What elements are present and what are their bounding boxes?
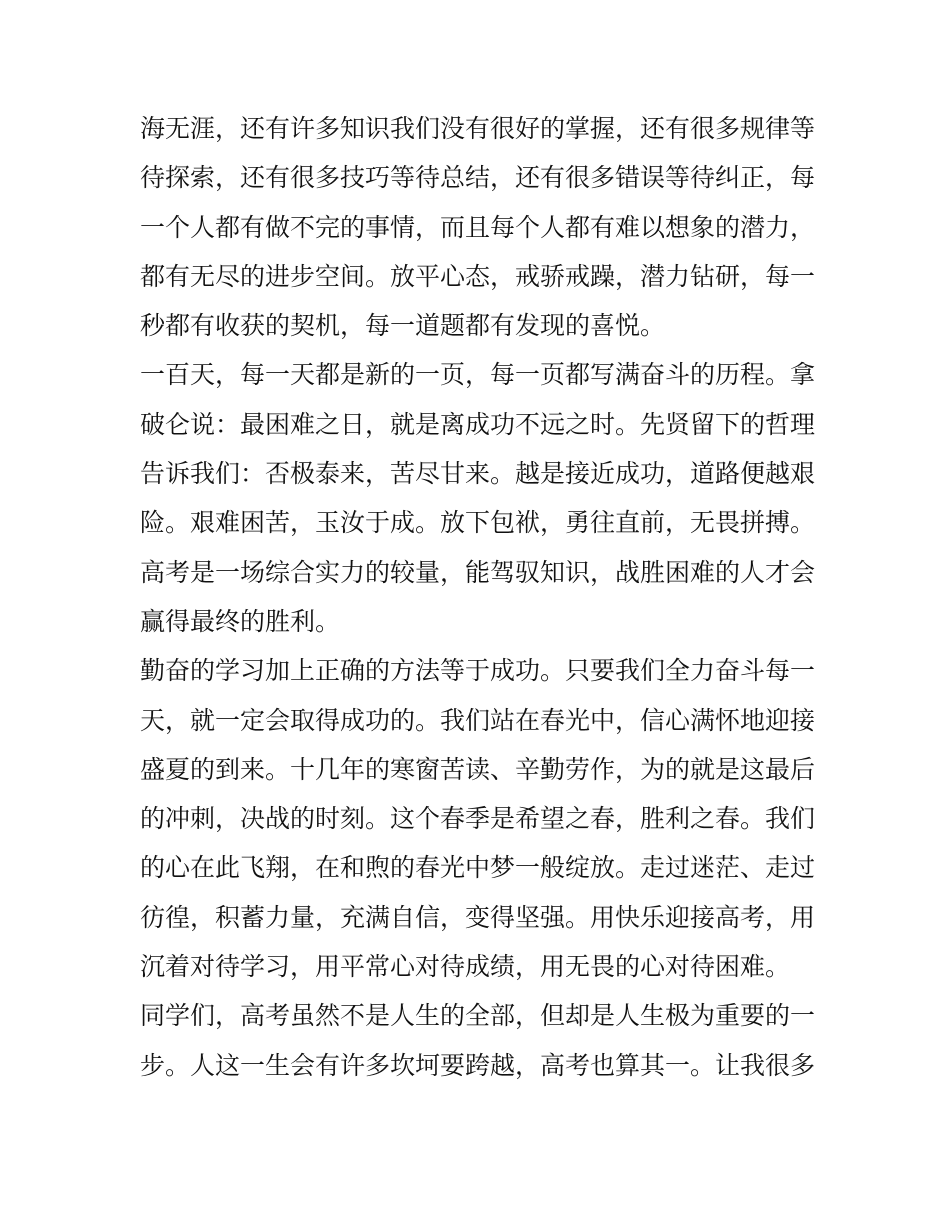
paragraph-3 [140,646,816,991]
text-line: 破仑说：最困难之日，就是离成功不远之时。先贤留下的哲理 [140,409,816,439]
text-line: 同学们，高考虽然不是人生的全部，但却是人生极为重要的一 [140,1001,816,1031]
text-line: 海无涯，还有许多知识我们没有很好的掌握，还有很多规律等 [140,114,816,143]
paragraph-2 [140,350,816,646]
text-line: 一个人都有做不完的事情，而且每个人都有难以想象的潜力， [140,212,816,242]
text-line: 沉着对待学习，用平常心对待成绩，用无畏的心对待困难。 [140,952,791,982]
text-line: 都有无尽的进步空间。放平心态，戒骄戒躁，潜力钻研，每一 [140,261,816,291]
text-line: 的心在此飞翔，在和煦的春光中梦一般绽放。走过迷茫、走过 [140,853,816,883]
text-line: 勤奋的学习加上正确的方法等于成功。只要我们全力奋斗每一 [140,656,816,686]
paragraph-4 [140,991,816,1090]
text-line: 告诉我们：否极泰来，苦尽甘来。越是接近成功，道路便越艰 [140,459,816,489]
text-line: 天，就一定会取得成功的。我们站在春光中，信心满怀地迎接 [140,705,816,735]
text-line: 高考是一场综合实力的较量，能驾驭知识，战胜困难的人才会 [140,557,816,587]
text-line: 盛夏的到来。十几年的寒窗苦读、辛勤劳作，为的就是这最后 [140,754,816,784]
text-line: 的冲刺，决战的时刻。这个春季是希望之春，胜利之春。我们 [140,804,816,834]
text-line: 秒都有收获的契机，每一道题都有发现的喜悦。 [140,311,666,341]
text-line: 赢得最终的胜利。 [140,606,341,636]
text-line: 待探索，还有很多技巧等待总结，还有很多错误等待纠正，每 [140,163,816,193]
text-line: 彷徨，积蓄力量，充满自信，变得坚强。用快乐迎接高考，用 [140,902,816,932]
paragraph-1 [140,104,816,350]
text-line: 险。艰难困苦，玉汝于成。放下包袱，勇往直前，无畏拼搏。 [140,508,816,538]
document-body [140,104,816,1090]
text-line: 步。人这一生会有许多坎坷要跨越，高考也算其一。让我很多 [140,1050,816,1080]
text-line: 一百天，每一天都是新的一页，每一页都写满奋斗的历程。拿 [140,360,816,390]
